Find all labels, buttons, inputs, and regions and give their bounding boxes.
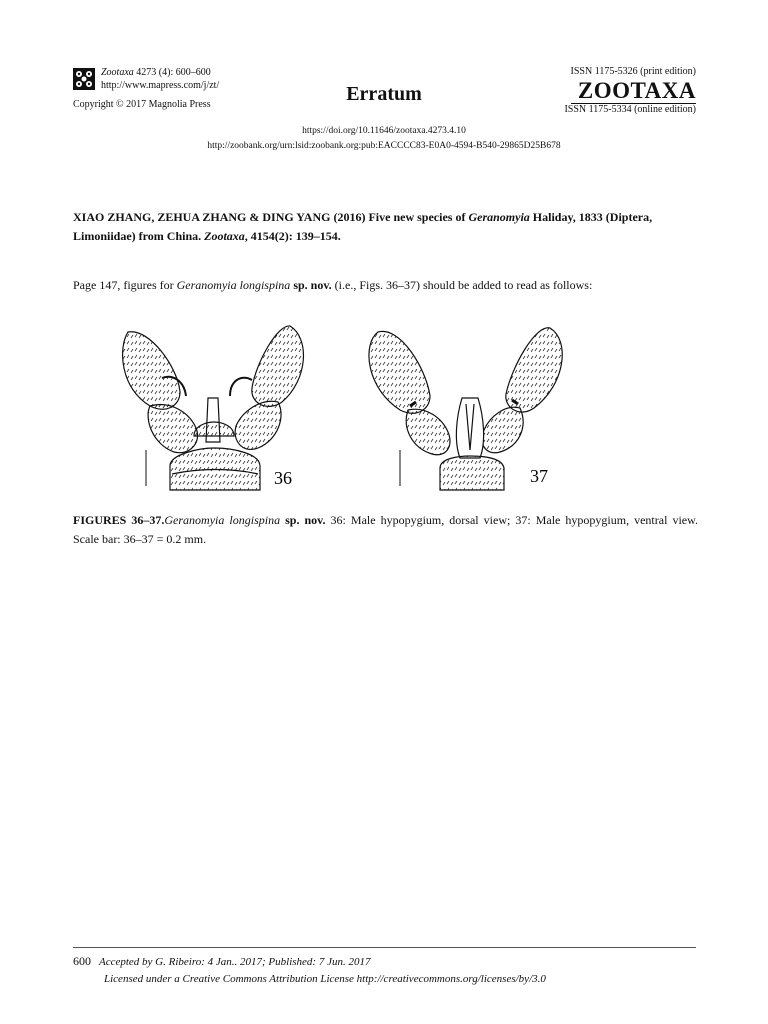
citation-title-rest: Haliday, 1833 (Diptera, Limoniidae) from China. xyxy=(73,210,653,243)
citation-journal: Zootaxa xyxy=(204,229,245,243)
citation-genus: Geranomyia xyxy=(468,210,530,224)
journal-url[interactable]: http://www.mapress.com/j/zt/ xyxy=(101,80,220,91)
license-text[interactable]: Licensed under a Creative Commons Attribution License http://creativecommons.org/licenses/by/3.0 xyxy=(104,973,546,985)
footer xyxy=(73,953,546,988)
page-number: 600 xyxy=(73,954,91,968)
caption-lead: FIGURES 36–37. xyxy=(73,513,165,527)
figure-label-37: 37 xyxy=(530,466,548,486)
footer-line-2 xyxy=(104,971,546,988)
copyright: Copyright © 2017 Magnolia Press xyxy=(73,99,211,110)
intro-spnov: sp. nov. xyxy=(290,278,332,292)
intro-species: Geranomyia longispina xyxy=(176,278,291,292)
journal-italic: Zootaxa xyxy=(101,67,134,78)
issn-online: ISSN 1175-5334 (online edition) xyxy=(564,104,696,115)
zoobank-link[interactable]: http://zoobank.org/urn:lsid:zoobank.org:pub:EACCCC83-E0A0-4594-B540-29865D25B678 xyxy=(207,141,561,151)
accepted-published: Accepted by G. Ribeiro: 4 Jan.. 2017; Published: 7 Jun. 2017 xyxy=(99,956,371,968)
citation-volume: , 4154(2): 139–154. xyxy=(244,229,341,243)
figure-36-drawing xyxy=(123,326,304,490)
footer-rule xyxy=(73,947,696,948)
journal-name: ZOOTAXA xyxy=(577,78,696,103)
caption-species: Geranomyia longispina xyxy=(164,513,281,527)
footer-line-1 xyxy=(73,953,546,971)
intro-text-2: (i.e., Figs. 36–37) should be added to read as follows: xyxy=(331,278,593,292)
header-right xyxy=(564,66,696,116)
citation xyxy=(73,208,698,246)
doi-link[interactable]: https://doi.org/10.11646/zootaxa.4273.4.10 xyxy=(302,126,466,136)
volume-pages: 4273 (4): 600–600 xyxy=(133,67,211,78)
caption-text: 36: Male hypopygium, dorsal view; 37: Male hypopygium, ventral view. Scale bar: 36–37 = 0.2 mm. xyxy=(73,513,699,546)
identifier-links xyxy=(0,124,768,154)
volume-line xyxy=(101,66,219,79)
intro-text-1: Page 147, figures for xyxy=(73,278,177,292)
intro-paragraph xyxy=(73,277,698,293)
figure-hypopygium xyxy=(110,318,670,498)
article-type-title: Erratum xyxy=(346,83,422,105)
figure-label-36: 36 xyxy=(274,468,292,488)
caption-spnov: sp. nov. xyxy=(280,513,326,527)
issn-print: ISSN 1175-5326 (print edition) xyxy=(570,66,696,77)
figure-caption xyxy=(73,511,698,549)
citation-authors: XIAO ZHANG, ZEHUA ZHANG & DING YANG (2016) Five new species of xyxy=(73,210,469,224)
